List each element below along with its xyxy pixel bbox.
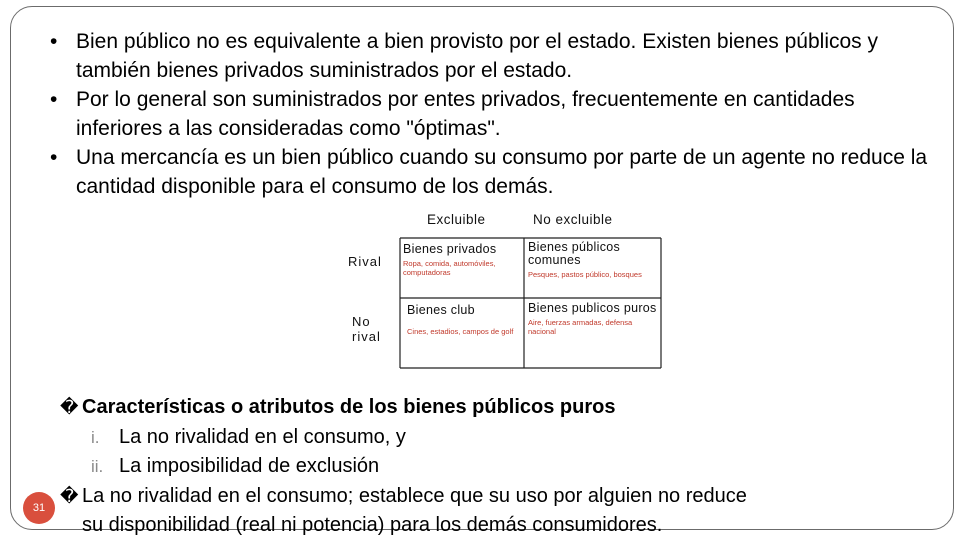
cell-title: Bienes club (407, 303, 475, 317)
bullet-marker: • (50, 30, 58, 53)
bullet-marker: • (50, 146, 58, 169)
bullet-item (50, 27, 930, 85)
cell-title: Bienes públicos comunes (528, 240, 621, 267)
cell-title: Bienes publicos puros (528, 301, 657, 315)
checkbox-icon: � (60, 397, 79, 418)
cell-examples: Aire, fuerzas armadas, defensa nacional (528, 318, 633, 336)
checkbox-icon: � (60, 485, 79, 507)
slide-number-badge: 31 (23, 492, 55, 524)
col-header-excluible: Excluible (427, 212, 486, 227)
public-goods-attributes (60, 393, 930, 540)
bullet-text: Una mercancía es un bien público cuando su consumo por parte de un agente no reduce la cantidad disponible para el consumo de los demás. (76, 146, 928, 198)
row-header-no-rival: No rival (352, 314, 381, 344)
attribute-number: i. (91, 427, 100, 447)
cell-examples: Pesques, pastos público, bosques (528, 270, 642, 279)
matrix-grid (343, 210, 663, 370)
attributes-heading-line (60, 393, 930, 423)
attribute-item (60, 452, 930, 482)
bullet-list (50, 27, 930, 201)
cell-examples: Cines, estadios, campos de golf (407, 327, 514, 336)
attribute-text: La no rivalidad en el consumo, y (119, 425, 406, 448)
cell-bienes-privados (403, 243, 523, 277)
bullet-item (50, 143, 930, 201)
bullet-item (50, 85, 930, 143)
cell-bienes-publicos-puros (528, 302, 658, 336)
goods-classification-matrix (343, 210, 663, 370)
note-line-continuation: su disponibilidad (real ni potencia) para los demás consumidores. (82, 514, 663, 536)
cell-bienes-club (407, 304, 517, 336)
note-text-1: La no rivalidad en el consumo; establece que su uso por alguien no reduce (82, 484, 747, 507)
bullet-text: Bien público no es equivalente a bien provisto por el estado. Existen bienes públicos y también bienes privados suministrados por el estado. (76, 30, 879, 82)
cell-examples: Ropa, comida, automóviles, computadoras (403, 259, 496, 277)
bullet-marker: • (50, 88, 58, 111)
bullet-text: Por lo general son suministrados por entes privados, frecuentemente en cantidades inferiores a las consideradas como "óptimas". (76, 88, 855, 140)
cell-bienes-publicos-comunes (528, 241, 658, 279)
note-line (60, 482, 930, 512)
attributes-heading: Características o atributos de los bienes públicos puros (82, 396, 616, 418)
attribute-text: La imposibilidad de exclusión (119, 455, 380, 477)
row-header-rival: Rival (348, 254, 382, 269)
col-header-no-excluible: No excluible (533, 212, 613, 227)
attribute-number: ii. (91, 457, 104, 476)
attribute-item (60, 423, 930, 453)
cell-title: Bienes privados (403, 242, 497, 256)
